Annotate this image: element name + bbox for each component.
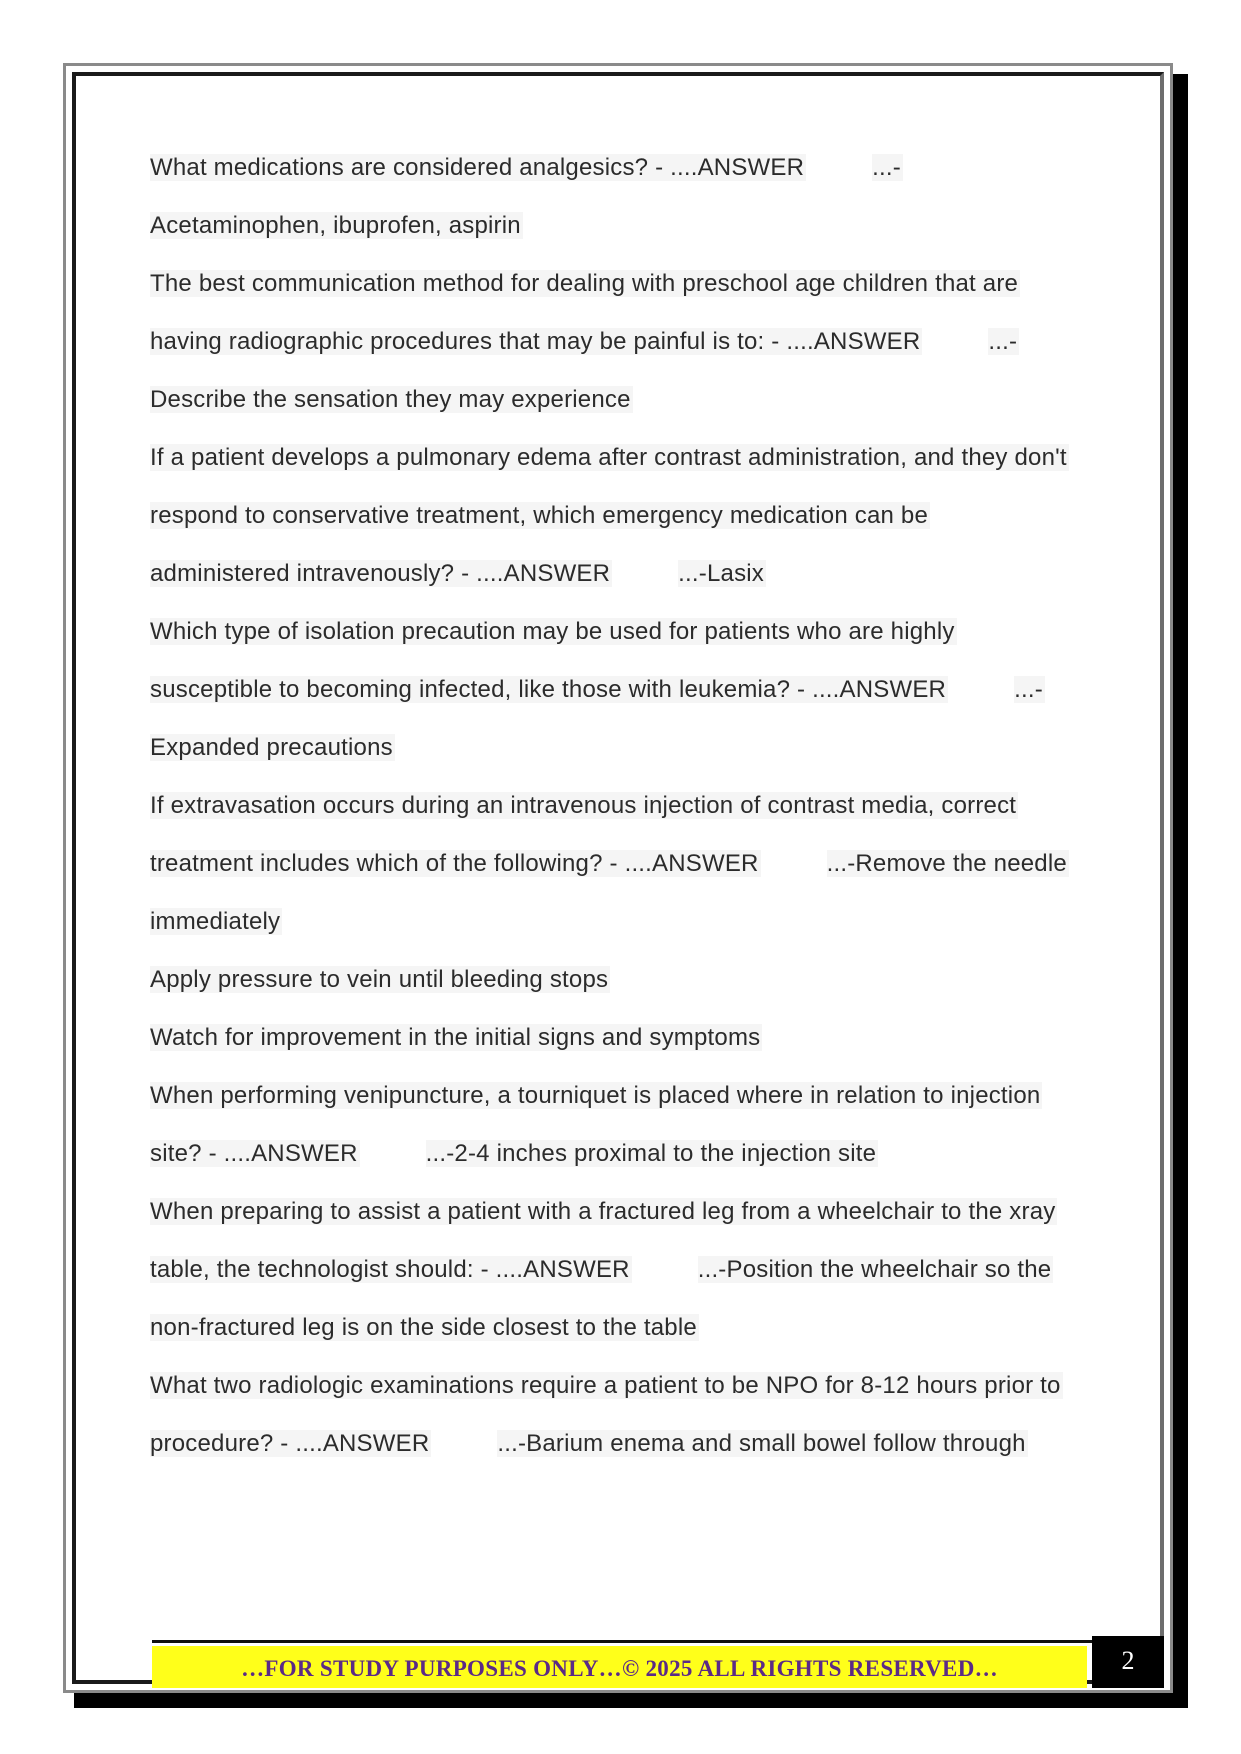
answer-text: Apply pressure to vein until bleeding stops [150, 966, 609, 993]
question-text: having radiographic procedures that may be painful is to: - ....ANSWER [150, 328, 921, 355]
question-text: If a patient develops a pulmonary edema after contrast administration, and they don't [150, 444, 1067, 471]
text-line [150, 322, 1090, 380]
answer-text: ...-Lasix [678, 560, 764, 587]
text-line [150, 902, 1090, 960]
text-line [150, 1018, 1090, 1076]
answer-text: Expanded precautions [150, 734, 393, 761]
text-line [150, 1308, 1090, 1366]
question-text: susceptible to becoming infected, like those with leukemia? - ....ANSWER [150, 676, 947, 703]
text-line [150, 1192, 1090, 1250]
answer-text: ...-2-4 inches proximal to the injection site [425, 1140, 877, 1167]
question-text: If extravasation occurs during an intravenous injection of contrast media, correct [150, 792, 1017, 819]
text-line [150, 554, 1090, 612]
text-line [150, 728, 1090, 786]
text-line [150, 496, 1090, 554]
answer-text: ...- [872, 154, 901, 181]
text-line [150, 1134, 1090, 1192]
answer-text: ...- [1014, 676, 1043, 703]
text-line [150, 960, 1090, 1018]
text-line [150, 1366, 1090, 1424]
question-text: What medications are considered analgesics? - ....ANSWER [150, 154, 805, 181]
text-line [150, 786, 1090, 844]
answer-text: ...-Remove the needle [826, 850, 1067, 877]
question-text: respond to conservative treatment, which emergency medication can be [150, 502, 929, 529]
answer-text: ...-Barium enema and small bowel follow through [497, 1430, 1026, 1457]
question-text: Which type of isolation precaution may be used for patients who are highly [150, 618, 955, 645]
question-text: When performing venipuncture, a tourniquet is placed where in relation to injection [150, 1082, 1041, 1109]
text-line [150, 1424, 1090, 1482]
question-text: What two radiologic examinations require a patient to be NPO for 8-12 hours prior to [150, 1372, 1061, 1399]
question-text: table, the technologist should: - ....ANSWER [150, 1256, 630, 1283]
text-line [150, 1250, 1090, 1308]
text-line [150, 206, 1090, 264]
text-line [150, 148, 1090, 206]
question-text: treatment includes which of the following? - ....ANSWER [150, 850, 759, 877]
answer-text: ...-Position the wheelchair so the [697, 1256, 1052, 1283]
text-line [150, 612, 1090, 670]
text-line [150, 264, 1090, 322]
page-number: 2 [1092, 1636, 1164, 1688]
answer-text: Watch for improvement in the initial signs and symptoms [150, 1024, 761, 1051]
question-text: procedure? - ....ANSWER [150, 1430, 430, 1457]
question-text: The best communication method for dealing with preschool age children that are [150, 270, 1019, 297]
text-line [150, 380, 1090, 438]
text-line [150, 438, 1090, 496]
text-line [150, 670, 1090, 728]
answer-text: immediately [150, 908, 281, 935]
question-text: When preparing to assist a patient with a fractured leg from a wheelchair to the xray [150, 1198, 1056, 1225]
answer-text: ...- [988, 328, 1018, 355]
text-line [150, 1076, 1090, 1134]
answer-text: Acetaminophen, ibuprofen, aspirin [150, 212, 521, 239]
answer-text: non-fractured leg is on the side closest to the table [150, 1314, 697, 1341]
question-text: site? - ....ANSWER [150, 1140, 358, 1167]
footer-divider [152, 1640, 1160, 1643]
question-text: administered intravenously? - ....ANSWER [150, 560, 611, 587]
footer-notice: …FOR STUDY PURPOSES ONLY…© 2025 ALL RIGHTS RESERVED… [152, 1646, 1087, 1688]
text-line [150, 844, 1090, 902]
document-body [150, 148, 1090, 1482]
answer-text: Describe the sensation they may experience [150, 386, 631, 413]
